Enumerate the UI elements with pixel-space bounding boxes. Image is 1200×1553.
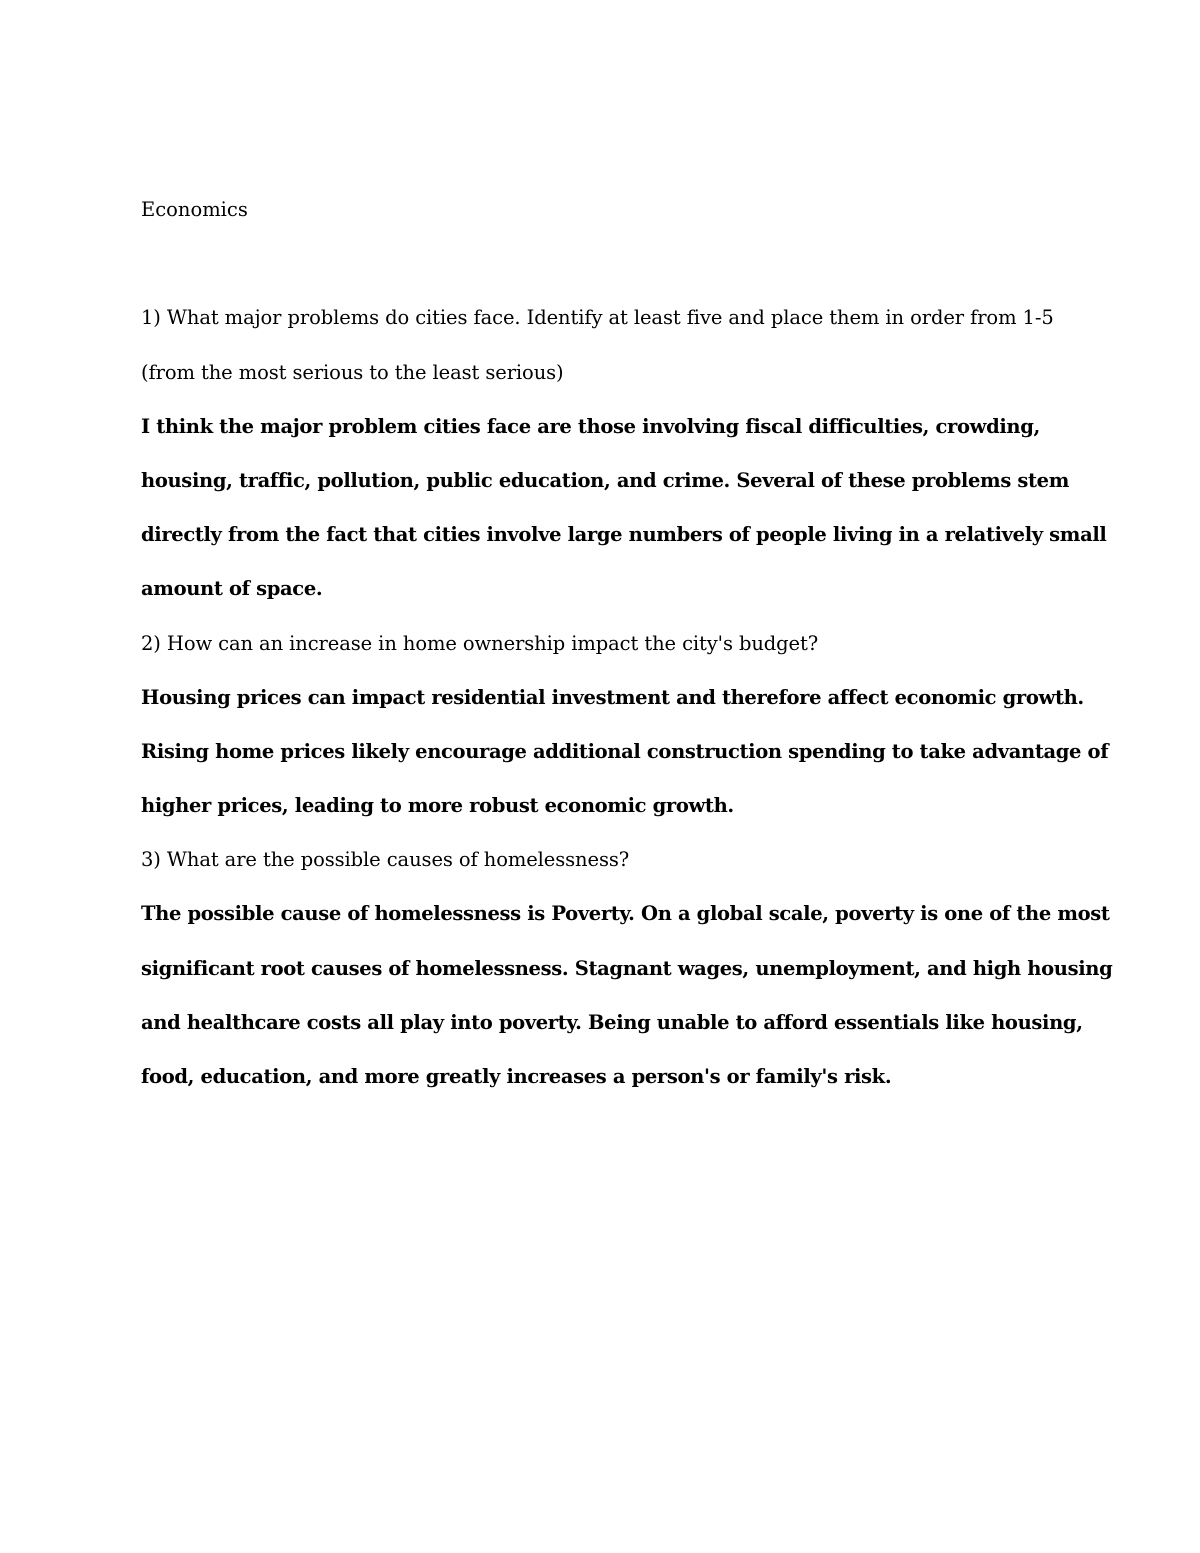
question-3-line-1: 3) What are the possible causes of homelessness?	[141, 848, 630, 872]
answer-2-line-2: Rising home prices likely encourage additional construction spending to take advantage of	[141, 739, 1109, 763]
answer-1-line-1: I think the major problem cities face are those involving fiscal difficulties, crowding,	[141, 414, 1040, 438]
document-title: Economics	[141, 198, 248, 221]
answer-2-line-1: Housing prices can impact residential investment and therefore affect economic growth.	[141, 685, 1084, 709]
blank-line	[141, 237, 1061, 291]
answer-3-line-2: significant root causes of homelessness. Stagnant wages, unemployment, and high housing	[141, 956, 1113, 980]
document-body	[141, 183, 1113, 1104]
question-2-line-1: 2) How can an increase in home ownership impact the city's budget?	[141, 631, 819, 655]
answer-3-line-4: food, education, and more greatly increases a person's or family's risk.	[141, 1065, 892, 1088]
answer-3-line-1: The possible cause of homelessness is Poverty. On a global scale, poverty is one of the most	[141, 902, 1110, 926]
answer-1-line-2: housing, traffic, pollution, public education, and crime. Several of these problems stem	[141, 468, 1070, 492]
question-1-line-1: 1) What major problems do cities face. Identify at least five and place them in order from 1-5	[141, 306, 1054, 330]
answer-1-line-3: directly from the fact that cities involve large numbers of people living in a relatively small	[141, 523, 1107, 547]
answer-2-line-3: higher prices, leading to more robust economic growth.	[141, 794, 734, 818]
answer-1-line-4: amount of space.	[141, 577, 323, 601]
question-1-line-2: (from the most serious to the least serious)	[141, 360, 564, 384]
answer-3-line-3: and healthcare costs all play into poverty. Being unable to afford essentials like housing,	[141, 1010, 1083, 1034]
